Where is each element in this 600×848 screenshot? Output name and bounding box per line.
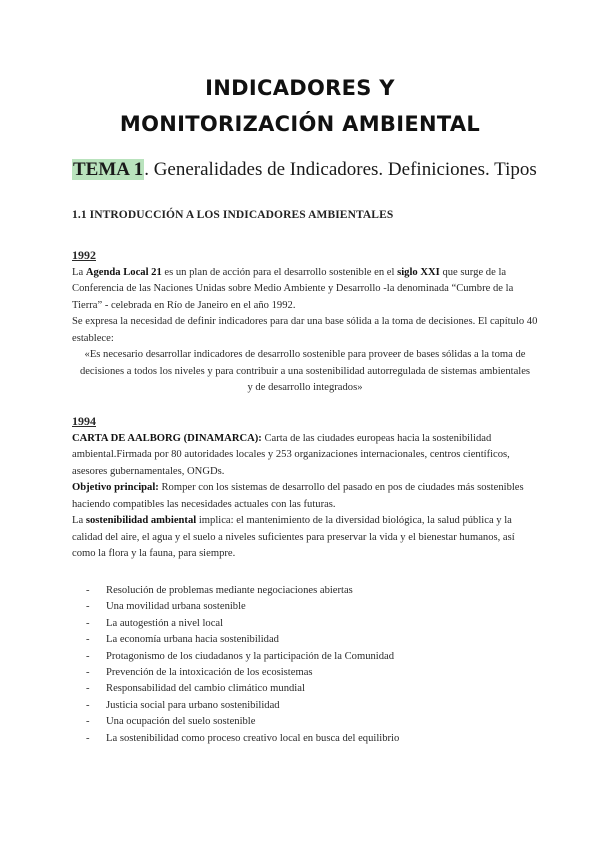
year-heading-1994: 1994 xyxy=(72,414,96,428)
list-item-text: Resolución de problemas mediante negociaciones abiertas xyxy=(106,585,353,596)
list-dash: - xyxy=(86,650,90,662)
list-item-text: Protagonismo de los ciudadanos y la participación de la Comunidad xyxy=(106,650,395,662)
list-item-text: Justicia social para urbano sostenibilidad xyxy=(106,699,280,711)
list-item-text: La sostenibilidad como proceso creativo local en busca del equilibrio xyxy=(106,732,400,744)
list-dash: - xyxy=(86,601,90,613)
text-fragment: La xyxy=(72,266,86,278)
list-item xyxy=(86,665,399,681)
list-dash: - xyxy=(86,634,90,646)
section-1992 xyxy=(72,247,538,397)
list-dash: - xyxy=(86,617,90,629)
list-item xyxy=(86,632,399,648)
list-item-text: Prevención de la intoxicación de los ecosistemas xyxy=(106,667,313,679)
list-item xyxy=(86,681,399,697)
bold-carta-aalborg: CARTA DE AALBORG (DINAMARCA): xyxy=(72,432,262,444)
list-item xyxy=(86,698,399,714)
list-item-text: Responsabilidad del cambio climático mundial xyxy=(106,683,305,695)
list-dash: - xyxy=(86,716,90,728)
bold-sostenibilidad-ambiental: sostenibilidad ambiental xyxy=(85,515,197,526)
tema-subtitle: . Generalidades de Indicadores. Definiciones. Tipos xyxy=(144,159,537,180)
list-item-text: Una movilidad urbana sostenible xyxy=(106,601,246,613)
text-fragment: Romper con los sistemas de desarrollo del pasado en pos de ciudades más sostenibles haciendo compatibles las necesidades actuales con las futuras. xyxy=(72,482,524,510)
list-item-text: La economía urbana hacia sostenibilidad xyxy=(106,634,279,646)
paragraph-sostenibilidad xyxy=(72,513,538,563)
text-fragment: Carta de las ciudades europeas hacia la sostenibilidad ambiental.Firmada por 80 autoridades locales y 253 organizaciones internacionales, centros científicos, asesores gubernamentales, ONGDs. xyxy=(72,432,510,477)
paragraph-carta-aalborg xyxy=(72,431,538,481)
quote-capitulo-40: «Es necesario desarrollar indicadores de desarrollo sostenible para proveer de bases sólidas a la toma de decisiones a todos los niveles y para contribuir a una sostenibilidad autorregulada de sistemas ambientales y de desarrollo integrados» xyxy=(79,349,531,393)
list-item xyxy=(86,714,399,730)
paragraph-indicadores: Se expresa la necesidad de definir indicadores para dar una base sólida a la toma de decisiones. El capítulo 40 establece: xyxy=(72,316,538,344)
list-dash: - xyxy=(86,585,90,596)
list-item xyxy=(86,649,399,665)
text-fragment: que surge de la Conferencia de las Naciones Unidas sobre Medio Ambiente y Desarrollo -la denominada “Cumbre de la Tierra” - celebrada en Río de Janeiro en el año 1992. xyxy=(72,266,514,311)
list-dash: - xyxy=(86,683,90,695)
list-item xyxy=(86,616,399,632)
paragraph-objetivo xyxy=(72,480,538,513)
list-item xyxy=(86,599,399,615)
list-dash: - xyxy=(86,667,90,679)
bold-objetivo-principal: Objetivo principal: xyxy=(72,482,159,493)
text-fragment: es un plan de acción para el desarrollo sostenible en el xyxy=(161,266,398,278)
section-heading: 1.1 INTRODUCCIÓN A LOS INDICADORES AMBIENTALES xyxy=(72,209,394,221)
list-item-text: Una ocupación del suelo sostenible xyxy=(106,716,256,728)
list-item-text: La autogestión a nivel local xyxy=(106,617,224,629)
tema-label-highlight: TEMA 1 xyxy=(73,159,144,180)
text-fragment: La xyxy=(72,515,86,526)
text-fragment: implica: el mantenimiento de la diversidad biológica, la salud pública y la calidad del aire, el agua y el suelo a niveles suficientes para preservar la vida y el bienestar humanos, así como la flora y la fauna, para siempre. xyxy=(72,515,515,559)
bold-siglo-xxi: siglo XXI xyxy=(397,266,440,278)
document-title-line-1: INDICADORES Y xyxy=(205,76,395,100)
list-item xyxy=(86,731,399,747)
principles-list xyxy=(86,583,399,747)
tema-heading xyxy=(72,159,537,181)
bold-agenda-local-21: Agenda Local 21 xyxy=(85,266,162,278)
document-title-line-2: MONITORIZACIÓN AMBIENTAL xyxy=(119,112,481,136)
list-dash: - xyxy=(86,699,90,711)
list-dash: - xyxy=(86,732,90,744)
section-1994 xyxy=(72,413,538,563)
year-heading-1992: 1992 xyxy=(72,248,96,262)
paragraph-agenda-local xyxy=(72,265,538,315)
list-item xyxy=(86,583,399,599)
